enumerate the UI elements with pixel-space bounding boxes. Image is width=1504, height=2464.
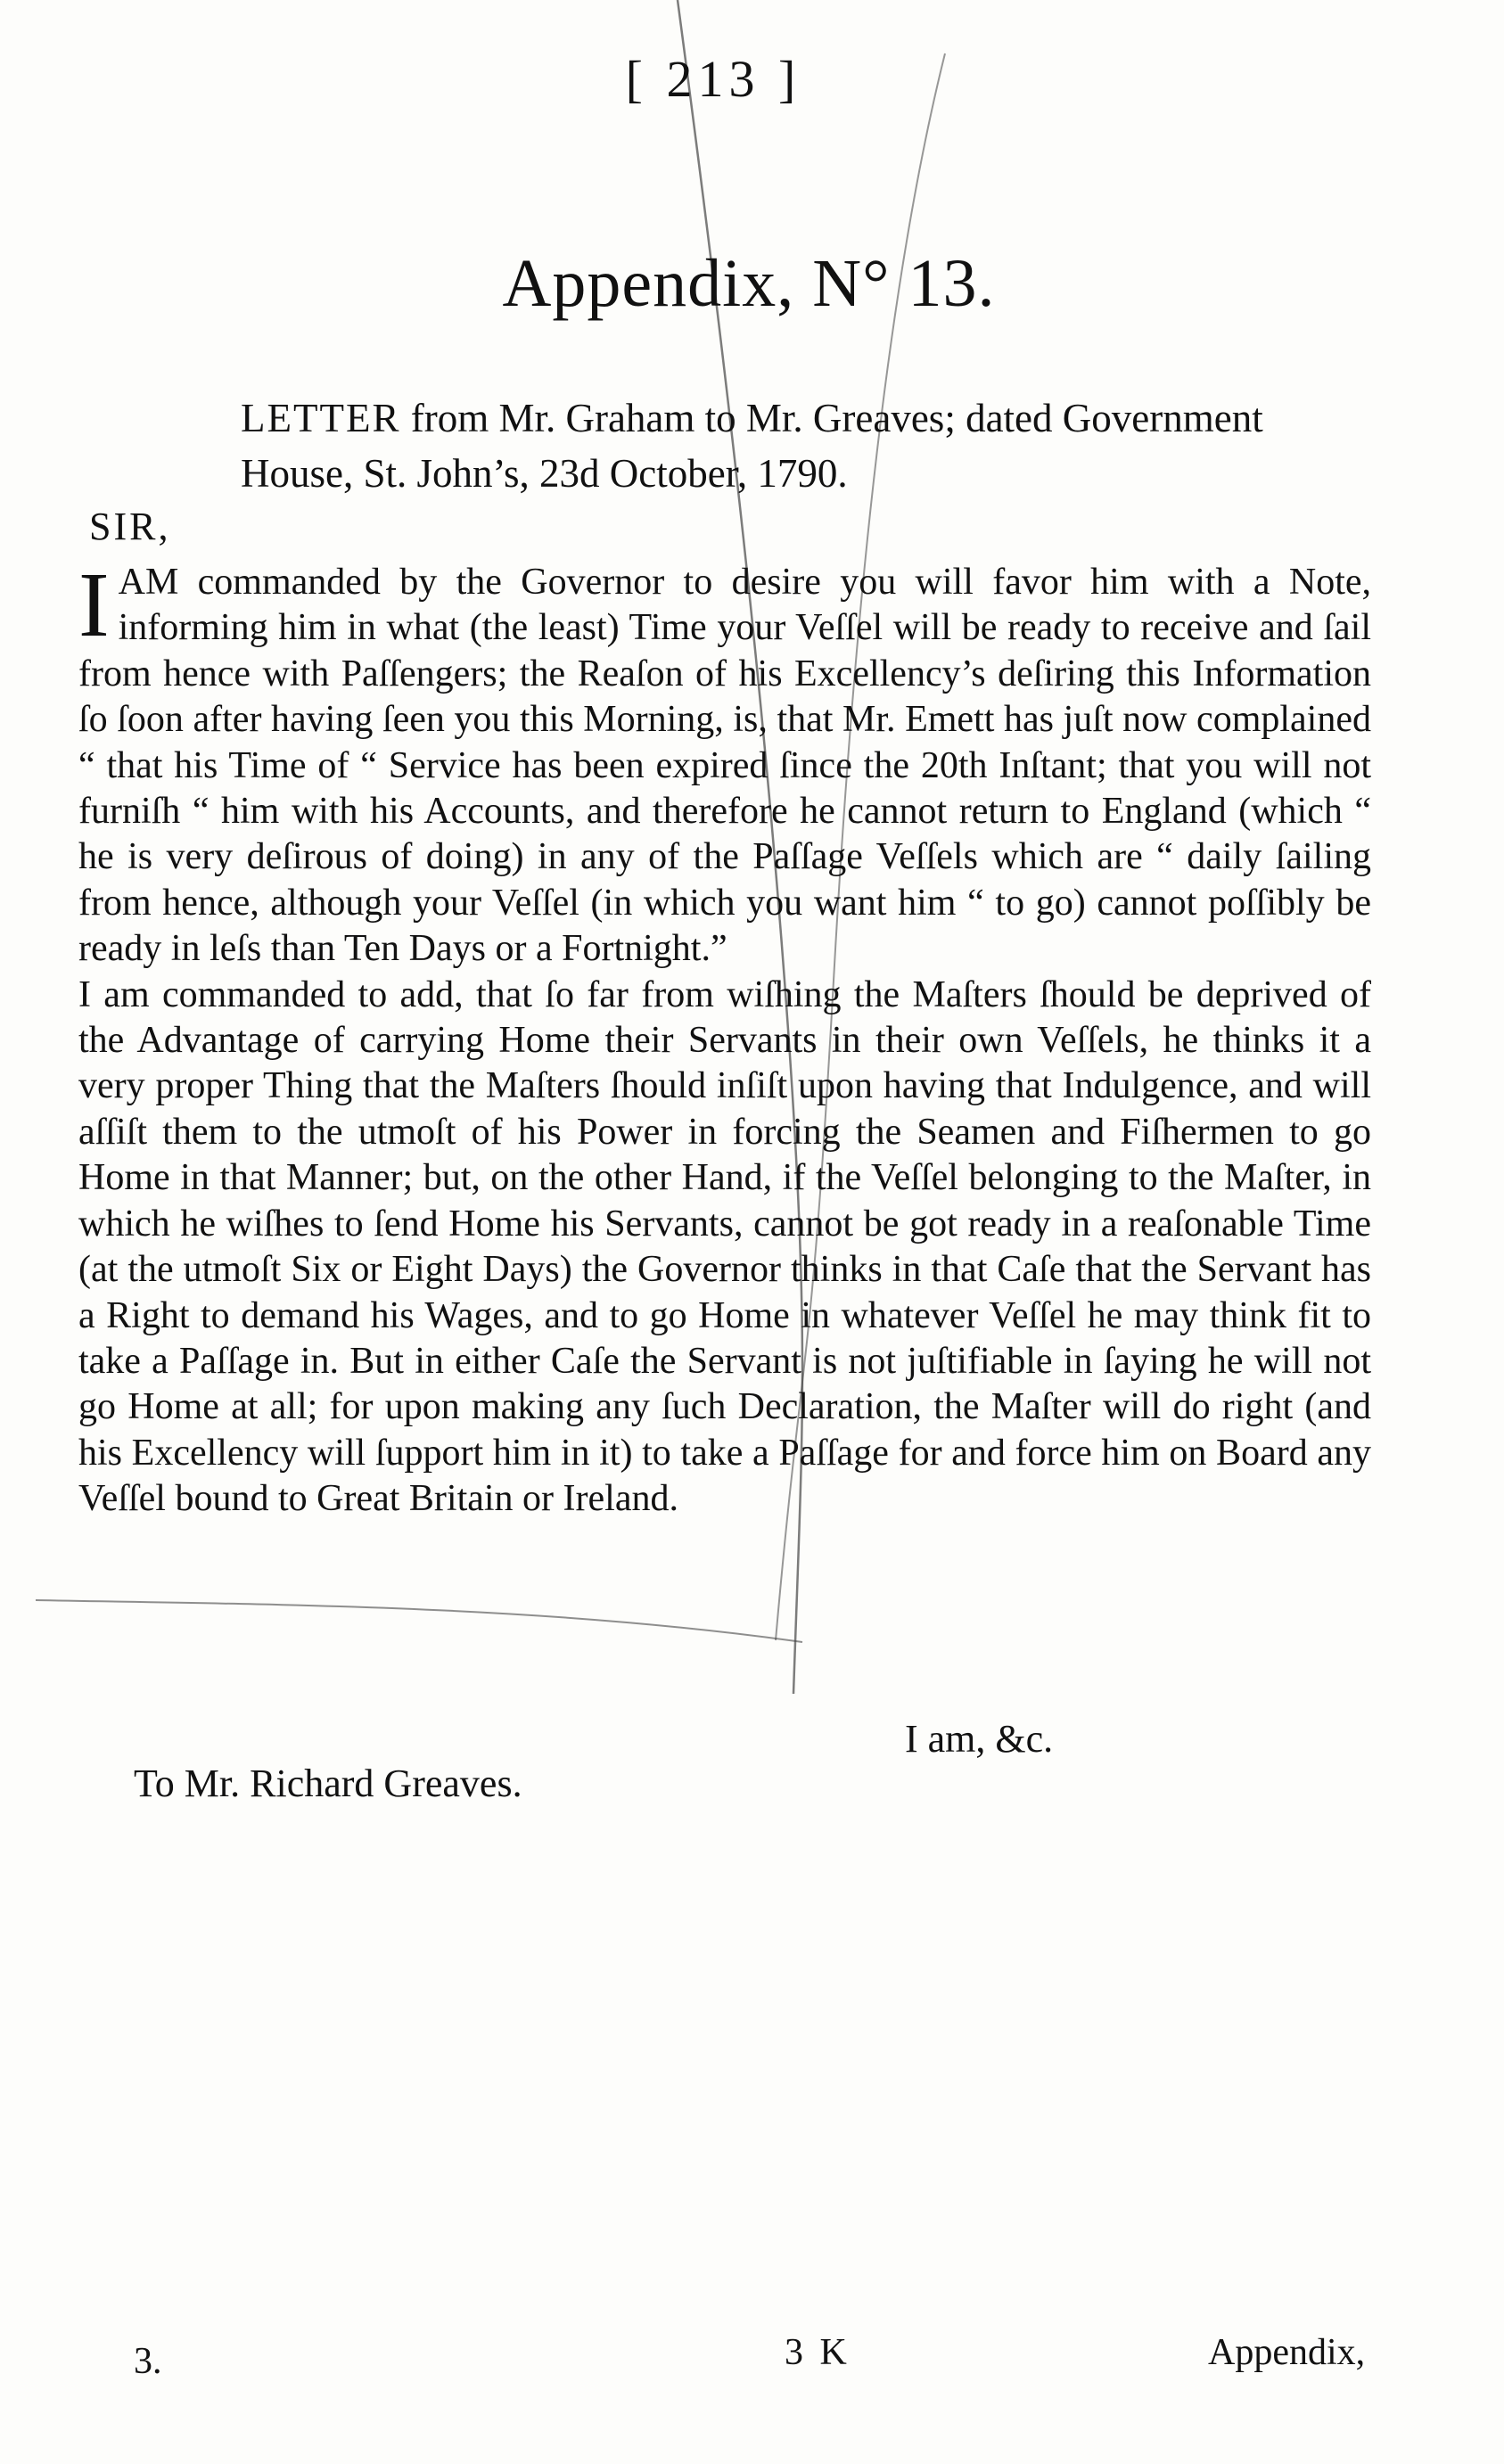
body-paragraph-1 — [78, 554, 1371, 973]
letter-title — [241, 390, 1373, 501]
letter-body — [78, 554, 1371, 1523]
appendix-heading: Appendix, N° 13. — [502, 246, 996, 321]
letter-title-prefix: LETTER — [241, 396, 401, 440]
salutation: SIR, — [89, 505, 171, 548]
footer-signature-number: 3. — [134, 2341, 162, 2382]
footer-signature-mark: 3 K — [785, 2332, 851, 2373]
letter-title-rest: from Mr. Graham to Mr. Greaves; dated Government House, St. John’s, 23d October, 1790. — [241, 396, 1263, 496]
closing: I am, &c. — [905, 1717, 1054, 1761]
page-number: [ 213 ] — [625, 50, 801, 108]
addressee: To Mr. Richard Greaves. — [134, 1762, 522, 1805]
footer-catchword: Appendix, — [1208, 2332, 1366, 2373]
body-paragraph-2: I am commanded to add, that ſo far from wiſhing the Maſters ſhould be deprived of the Advantage of carrying Home their Servants in their own Veſſels, he thinks it a very proper Thing that the Maſters ſhould inſiſt upon having that Indulgence, and will aſſiſt them to the utmoſt of his Power in forcing the Seamen and Fiſhermen to go Home in that Manner; but, on the other Hand, if the Veſſel belonging to the Maſter, in which he wiſhes to ſend Home his Servants, cannot be got ready in a reaſonable Time (at the utmoſt Six or Eight Days) the Governor thinks in that Caſe that the Servant has a Right to demand his Wages, and to go Home in whatever Veſſel he may think fit to take a Paſſage in. But in either Caſe the Servant is not juſtifiable in ſaying he will not go Home at all; for upon making any ſuch Declaration, the Maſter will do right (and his Excellency will ſupport him in it) to take a Paſſage for and force him on Board any Veſſel bound to Great Britain or Ireland. — [78, 973, 1371, 1520]
paragraph-1-text: AM commanded by the Governor to desire you will favor him with a Note, informing him in what (the least) Time your Veſſel will be ready to receive and ſail from hence with Paſſengers; the Reaſon of his Excellency’s deſiring this Information ſo ſoon after having ſeen you this Morning, is, that Mr. Emett has juſt now complained “ that his Time of “ Service has been expired ſince the 20th Inſtant; that you will not furniſh “ him with his Accounts, and therefore he cannot return to England (which “ he is very deſirous of doing) in any of the Paſſage Veſſels which are “ daily ſailing from hence, although your Veſſel (in which you want him “ to go) cannot poſſibly be ready in leſs than Ten Days or a Fortnight.” — [78, 562, 1371, 970]
drop-cap: I — [78, 554, 110, 656]
